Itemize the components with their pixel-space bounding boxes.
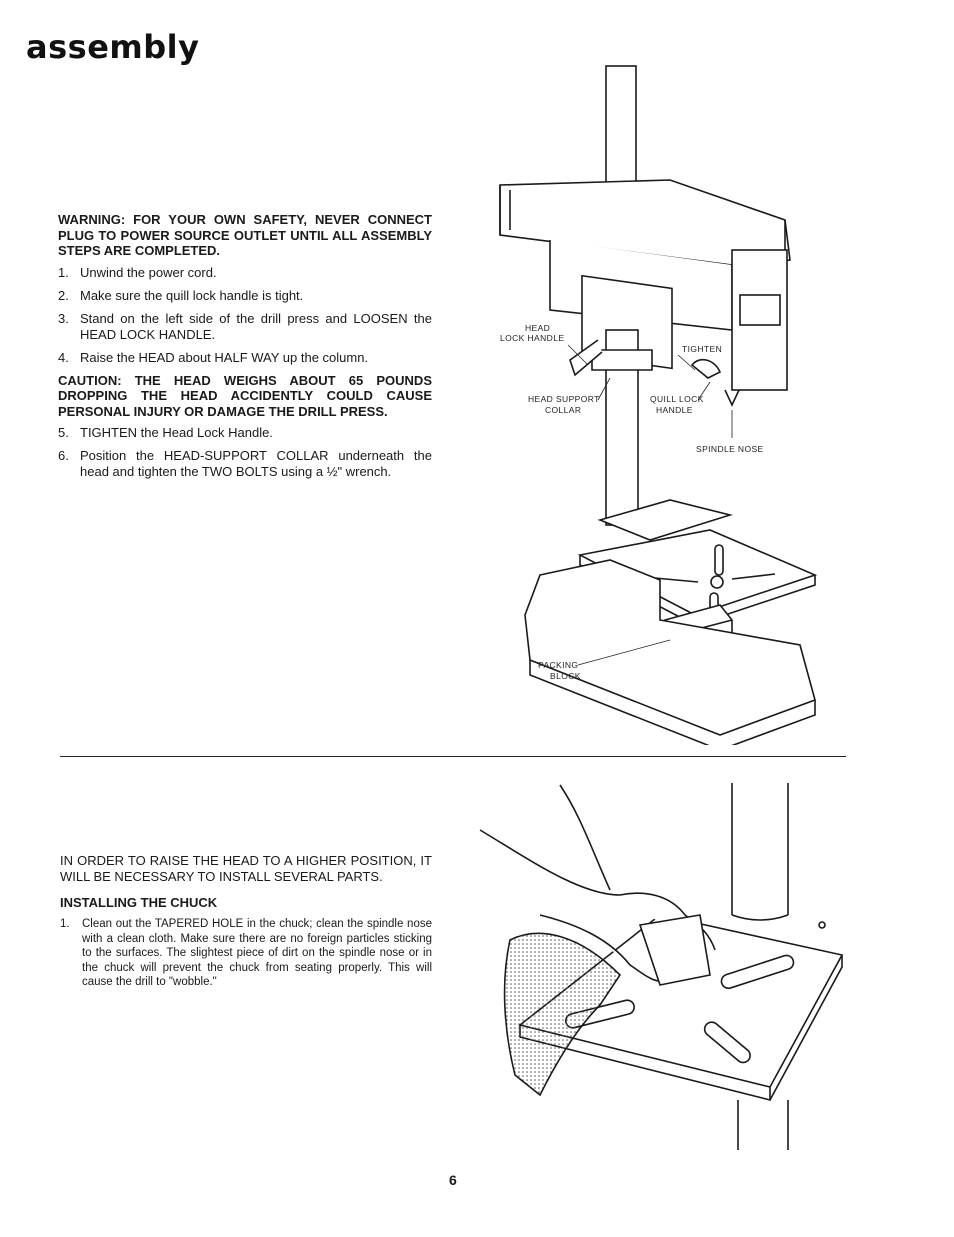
label-packing-1: PACKING [538,660,579,670]
page-number: 6 [449,1172,457,1188]
list-item: 4. Raise the HEAD about HALF WAY up the column. [58,349,369,365]
drill-press-illustration [470,60,830,745]
warning-text: WARNING: FOR YOUR OWN SAFETY, NEVER CONNECT PLUG TO POWER SOURCE OUTLET UNTIL ALL ASSEMBLY STEPS ARE COMPLETED. [58,212,432,258]
assembly-instructions [58,212,432,487]
label-packing-2: BLOCK [550,671,581,681]
section-divider [60,756,846,757]
intro-text: IN ORDER TO RAISE THE HEAD TO A HIGHER POSITION, IT WILL BE NECESSARY TO INSTALL SEVERAL PARTS. [60,853,432,884]
label-head-support-2: COLLAR [545,405,582,415]
label-head-lock-1: HEAD [525,323,551,333]
list-item: 1. Clean out the TAPERED HOLE in the chuck; clean the spindle nose with a clean cloth. Make sure there are no foreign particles sticking to the surfaces. The slightest piece of dirt on the spindle nose or in the chuck will prevent the chuck from seating properly. This will cause the drill to "wobble." [60,918,432,988]
label-quill-lock-2: HANDLE [656,405,693,415]
list-item: 3. Stand on the left side of the drill press and LOOSEN the HEAD LOCK HANDLE. [58,310,432,342]
label-head-support-1: HEAD SUPPORT [528,394,600,404]
list-item: 5. TIGHTEN the Head Lock Handle. [58,425,273,440]
label-spindle-nose: SPINDLE NOSE [696,444,764,454]
list-item: 2. Make sure the quill lock handle is tight. [58,287,304,303]
label-head-lock-2: LOCK HANDLE [500,333,565,343]
label-quill-lock-1: QUILL LOCK [650,394,704,404]
list-item: 1. Unwind the power cord. [58,264,217,280]
steps-list-a [58,265,432,366]
caution-text: CAUTION: THE HEAD WEIGHS ABOUT 65 POUNDS DROPPING THE HEAD ACCIDENTLY COULD CAUSE PERSONAL INJURY OR DAMAGE THE DRILL PRESS. [58,372,432,419]
page-title: assembly [26,28,200,66]
steps-list-b [58,425,432,480]
list-item: 6. Position the HEAD-SUPPORT COLLAR underneath the head and tighten the TWO BOLTS using a ½" wrench. [58,448,432,479]
chuck-steps-list [60,917,432,990]
chuck-instructions [60,853,432,997]
label-tighten: TIGHTEN [682,344,723,354]
chuck-installation-illustration [470,775,850,1155]
section-heading: INSTALLING THE CHUCK [60,895,218,910]
